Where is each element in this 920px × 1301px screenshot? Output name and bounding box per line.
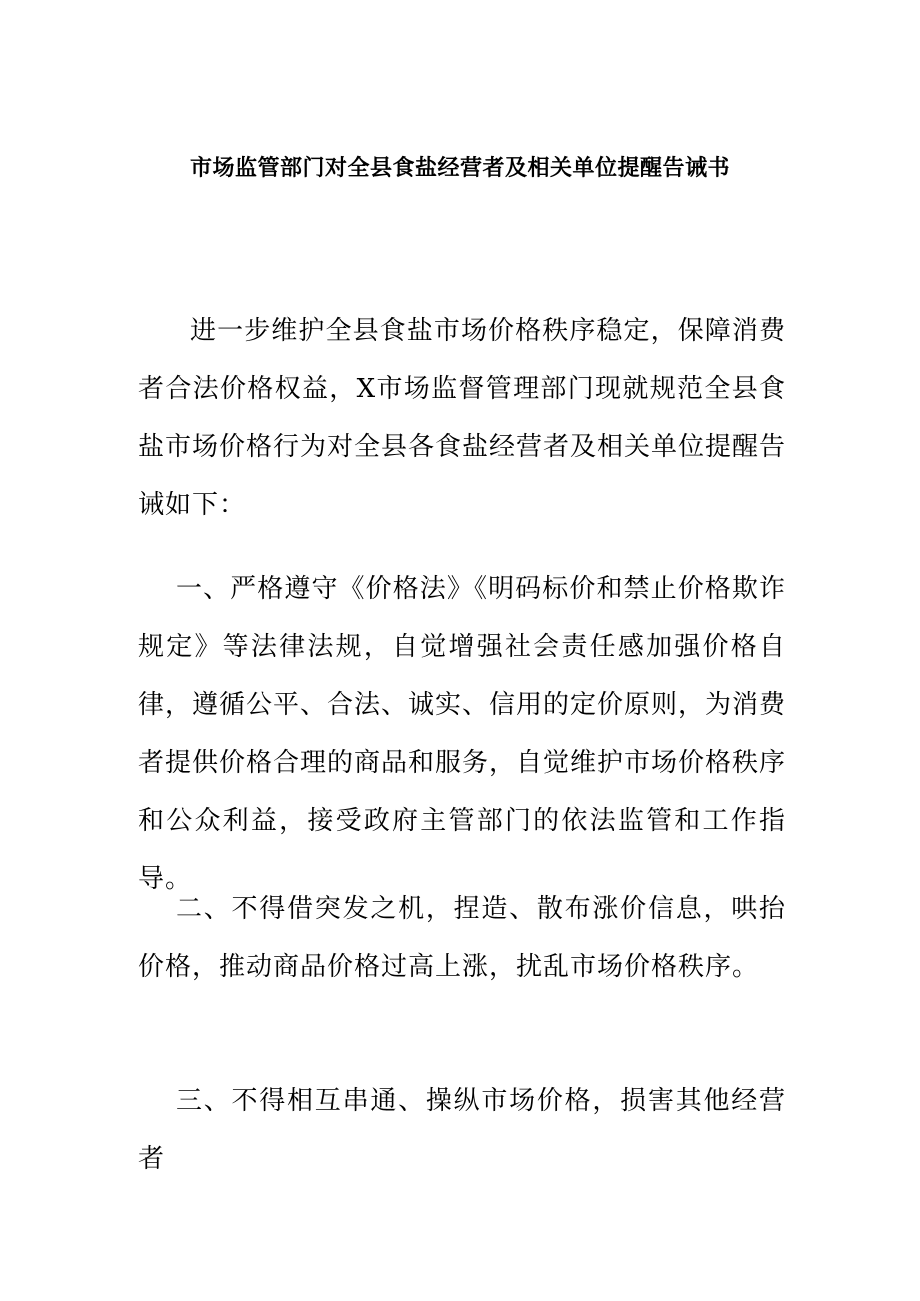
item-one-paragraph: 一、严格遵守《价格法》《明码标价和禁止价格欺诈规定》等法律法规，自觉增强社会责任感加强价格自律，遵循公平、合法、诚实、信用的定价原则，为消费者提供价格合理的商品和服务，自觉维护市场价格秩序和公众利益，接受政府主管部门的依法监管和工作指导。 bbox=[138, 574, 787, 894]
document-title: 市场监管部门对全县食盐经营者及相关单位提醒告诫书 bbox=[189, 155, 730, 181]
item-two-paragraph: 二、不得借突发之机，捏造、散布涨价信息，哄抬价格，推动商品价格过高上涨，扰乱市场价格秩序。 bbox=[138, 894, 786, 982]
item-three-paragraph: 三、不得相互串通、操纵市场价格，损害其他经营者 bbox=[138, 1086, 786, 1174]
intro-paragraph: 进一步维护全县食盐市场价格秩序稳定，保障消费者合法价格权益，X市场监督管理部门现就规范全县食盐市场价格行为对全县各食盐经营者及相关单位提醒告诫如下： bbox=[138, 316, 787, 520]
